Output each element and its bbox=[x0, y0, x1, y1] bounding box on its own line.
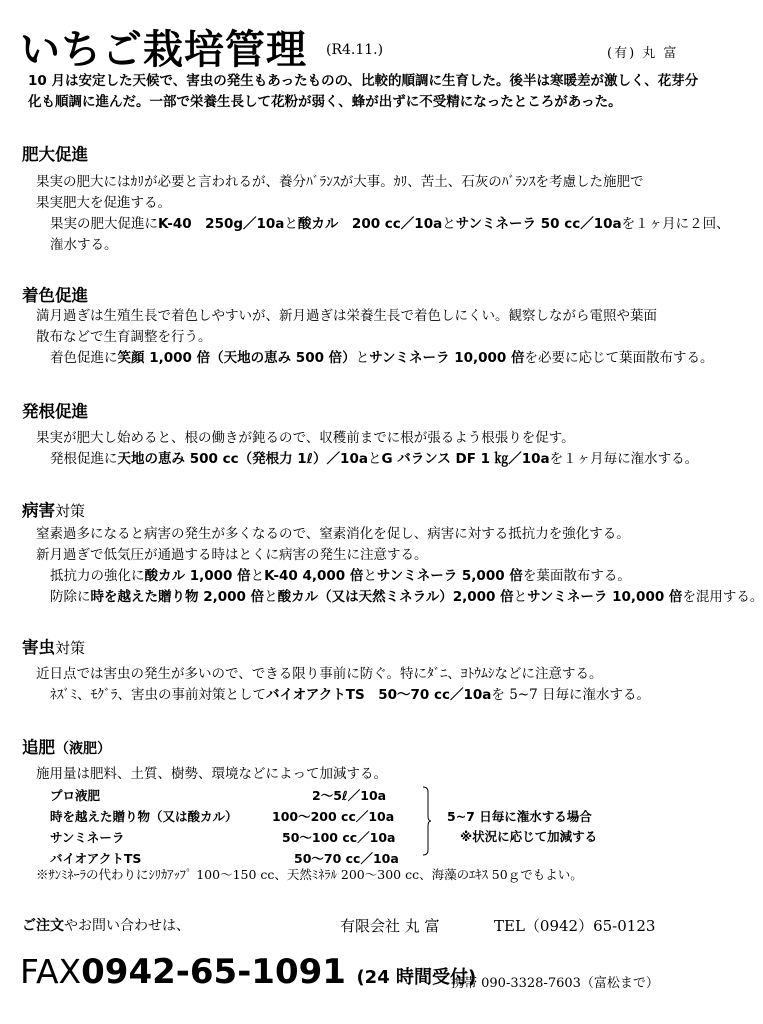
heading-pest-main: 害虫 bbox=[22, 638, 55, 657]
order-inquiry-text bbox=[22, 915, 190, 935]
curly-brace-icon bbox=[422, 786, 432, 856]
company-full-name: 有限会社 丸 富 bbox=[340, 917, 440, 935]
fert-footnote: ※ｻﾝﾐﾈｰﾗの代わりにｼﾘｶｱｯﾌﾟ 100～150 cc、天然ﾐﾈﾗﾙ 200～300 cc、海藻のｴｷｽ 50ｇでもよい。 bbox=[36, 867, 583, 882]
fruit-product-k40: K-40 250g／10a bbox=[158, 216, 285, 232]
fruit-line-1: 果実の肥大にはｶﾘが必要と言われるが、養分ﾊﾞﾗﾝｽが大事。ｶﾘ、苦土、石灰のﾊﾞﾗﾝｽを考慮した施肥で bbox=[36, 174, 644, 190]
company-name-header: (有) 丸 富 bbox=[607, 46, 679, 61]
disease-product-tokiwo: 時を越えた贈り物 2,000 倍 bbox=[90, 589, 265, 605]
color-and: と bbox=[355, 350, 370, 366]
fert-row-name: 時を越えた贈り物（又は酸カル） bbox=[50, 809, 238, 824]
heading-disease bbox=[22, 497, 85, 521]
fruit-frequency: を１ヶ月に２回、 bbox=[621, 216, 730, 232]
pest-product-bioact: バイオアクトTS 50～70 cc／10a bbox=[266, 687, 492, 703]
color-line-3 bbox=[50, 348, 714, 369]
disease-prevent-and: と bbox=[264, 589, 278, 605]
heading-disease-suffix: 対策 bbox=[55, 502, 86, 520]
fruit-product-sankaru: 酸カル 200 cc／10a bbox=[297, 216, 443, 232]
disease-product-k40: K-40 4,000 倍 bbox=[264, 568, 364, 584]
disease-prevent-text: 防除に bbox=[50, 589, 91, 605]
fert-row-amount: 50～100 cc／10a bbox=[282, 830, 396, 845]
heading-top-dressing bbox=[22, 734, 111, 758]
page-title: いちご栽培管理 bbox=[20, 27, 307, 73]
heading-pest-suffix: 対策 bbox=[55, 639, 86, 657]
fert-line-1: 施用量は肥料、土質、樹勢、環境などによって加減する。 bbox=[36, 766, 387, 782]
fax-label: FAX bbox=[20, 952, 82, 991]
fruit-line-4: 潅水する。 bbox=[50, 237, 118, 253]
order-label: ご注文 bbox=[22, 918, 64, 934]
disease-action: を葉面散布する。 bbox=[522, 568, 631, 584]
root-action: を１ヶ月毎に潅水する。 bbox=[549, 451, 699, 467]
heading-disease-main: 病害 bbox=[22, 501, 55, 520]
issue-date: (R4.11.) bbox=[326, 42, 384, 58]
pest-line-1: 近日点では害虫の発生が多いので、できる限り事前に防ぐ。特にﾀﾞﾆ、ﾖﾄｳﾑｼなどに注意する。 bbox=[36, 666, 603, 682]
disease-line-3 bbox=[50, 566, 631, 587]
color-product-egao: 笑顔 1,000 倍（天地の恵み 500 倍） bbox=[117, 350, 356, 366]
color-action: を必要に応じて葉面散布する。 bbox=[524, 350, 714, 366]
disease-text: 抵抗力の強化に bbox=[50, 568, 145, 584]
fert-row-amount: 2～5ℓ／10a bbox=[312, 788, 387, 803]
heading-fruit-enlargement: 肥大促進 bbox=[22, 145, 88, 164]
fruit-and: と bbox=[284, 216, 298, 232]
root-and: と bbox=[367, 451, 382, 467]
disease-line-4 bbox=[50, 587, 763, 608]
heading-fert-suffix: （液肥） bbox=[55, 741, 111, 757]
disease-product-sankaru-mineral: 酸カル（又は天然ミネラル）2,000 倍 bbox=[277, 589, 514, 605]
root-line-2 bbox=[50, 449, 698, 470]
pest-action: を 5~7 日毎に潅水する。 bbox=[491, 687, 650, 703]
disease-and-2: と bbox=[363, 568, 377, 584]
fax-number: 0942-65-1091 bbox=[81, 952, 346, 992]
tel-number: TEL（0942）65-0123 bbox=[494, 917, 656, 935]
color-text: 着色促進に bbox=[50, 350, 118, 366]
fert-row-amount: 100～200 cc／10a bbox=[272, 809, 395, 824]
fax-line bbox=[20, 952, 476, 992]
color-line-1: 満月過ぎは生殖生長で着色しやすいが、新月過ぎは栄養生長で着色しにくい。観察しながら電照や葉面 bbox=[36, 308, 657, 324]
disease-product-sunminera-10000: サンミネーラ 10,000 倍 bbox=[527, 589, 683, 605]
heading-fert-main: 追肥 bbox=[22, 738, 55, 757]
pest-line-2 bbox=[50, 685, 650, 706]
intro-text: 10 月は安定した天候で、害虫の発生もあったものの、比較的順調に生育した。後半は寒暖差が激しく、花芽分化も順調に進んだ。一部で栄養生長して花粉が弱く、蜂が出ずに不受精になったところがあった。 bbox=[28, 73, 699, 110]
disease-product-sunminera: サンミネーラ 5,000 倍 bbox=[376, 568, 523, 584]
pest-text: ﾈｽﾞﾐ、ﾓｸﾞﾗ、害虫の事前対策として bbox=[50, 687, 266, 703]
fruit-and-2: と bbox=[442, 216, 456, 232]
fert-row-name: プロ液肥 bbox=[50, 788, 101, 803]
disease-prevent-action: を混用する。 bbox=[682, 589, 763, 605]
heading-coloring: 着色促進 bbox=[22, 286, 88, 305]
disease-product-sankaru: 酸カル 1,000 倍 bbox=[144, 568, 251, 584]
fruit-text: 果実の肥大促進に bbox=[50, 216, 158, 232]
order-rest: やお問い合わせは、 bbox=[64, 918, 190, 934]
disease-line-2: 新月過ぎで低気圧が通過する時はとくに病害の発生に注意する。 bbox=[36, 547, 428, 563]
root-product-tenchi: 天地の恵み 500 cc（発根力 1ℓ）／10a bbox=[117, 451, 368, 467]
disease-line-1: 窒素過多になると病害の発生が多くなるので、窒素消化を促し、病害に対する抵抗力を強化する。 bbox=[36, 526, 630, 542]
heading-pest bbox=[22, 634, 85, 658]
fert-note-adjust: ※状況に応じて加減する bbox=[460, 829, 598, 844]
fert-row-amount: 50～70 cc／10a bbox=[294, 851, 399, 866]
fert-note-irrigation: 5~7 日毎に潅水する場合 bbox=[447, 809, 592, 824]
color-line-2: 散布などで生育調整を行う。 bbox=[36, 329, 212, 345]
disease-prevent-and-2: と bbox=[513, 589, 528, 605]
root-product-gbalance: G バランス DF 1 ㎏／10a bbox=[381, 451, 550, 467]
fruit-line-3 bbox=[50, 214, 730, 235]
fax-hours: (24 時間受付) bbox=[356, 967, 477, 988]
color-product-sunminera: サンミネーラ 10,000 倍 bbox=[369, 350, 525, 366]
fruit-line-2: 果実肥大を促進する。 bbox=[36, 195, 171, 211]
root-text: 発根促進に bbox=[50, 451, 118, 467]
fert-row-name: バイオアクトTS bbox=[50, 851, 142, 866]
root-line-1: 果実が肥大し始めると、根の働きが鈍るので、収穫前までに根が張るよう根張りを促す。 bbox=[36, 430, 575, 446]
mobile-number: 携帯 090-3328-7603（富松まで） bbox=[451, 976, 659, 991]
fruit-product-sunminera: サンミネーラ 50 cc／10a bbox=[455, 216, 622, 232]
disease-and: と bbox=[250, 568, 265, 584]
heading-rooting: 発根促進 bbox=[22, 402, 88, 421]
fert-row-name: サンミネーラ bbox=[50, 830, 125, 845]
